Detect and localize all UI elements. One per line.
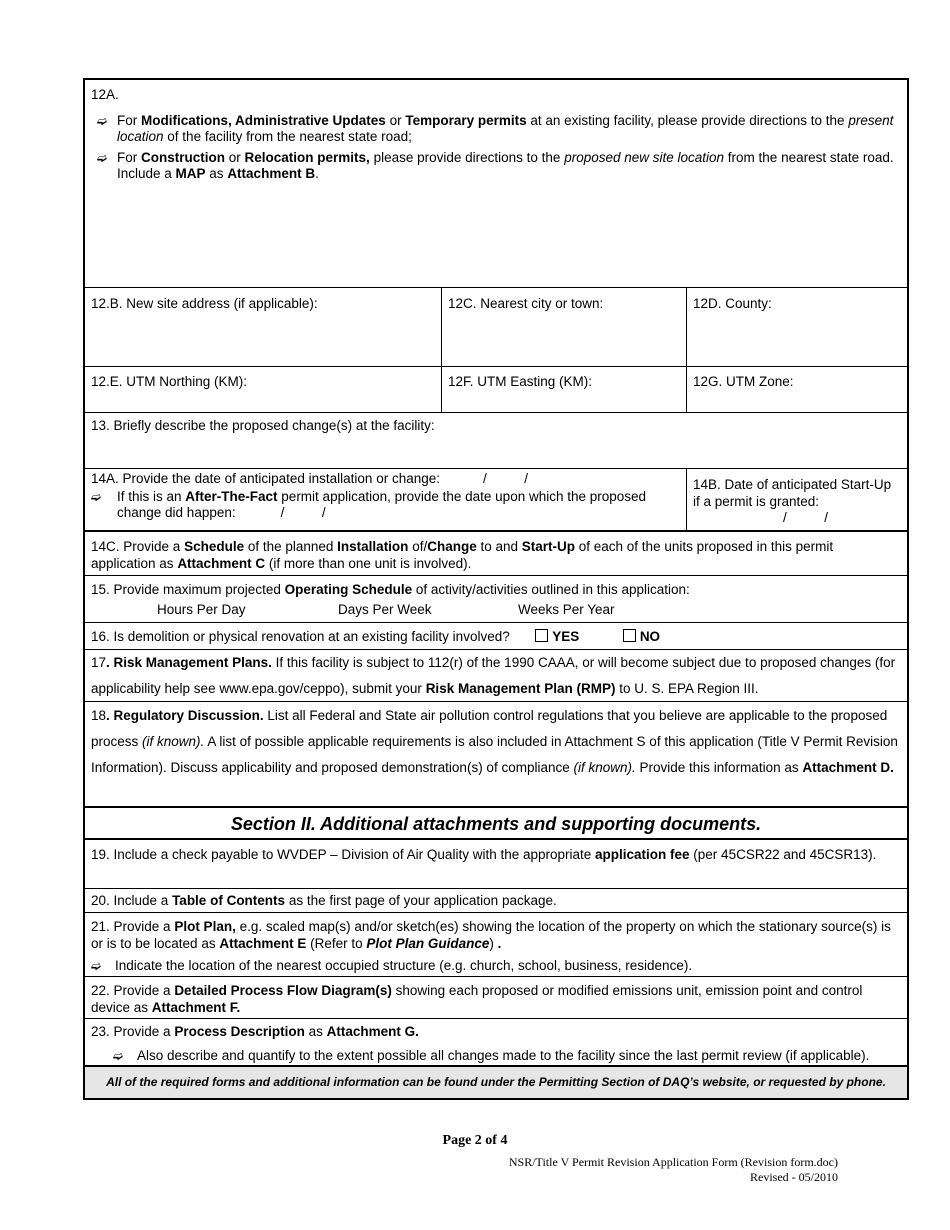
q12a-bullet-2: ➫ For Construction or Relocation permits, please provide directions to the proposed new site location from the nearest state road. Include a MAP as Attachment B.	[91, 150, 901, 183]
weeks-per-year-field[interactable]: Weeks Per Year	[518, 601, 615, 617]
arrow-icon: ➫	[91, 489, 102, 504]
date-startup[interactable]: / /	[783, 510, 829, 525]
q12a-row	[85, 80, 907, 288]
utm-zone-field[interactable]: 12G. UTM Zone:	[693, 374, 794, 389]
arrow-icon: ➫	[97, 150, 108, 165]
arrow-icon: ➫	[97, 113, 108, 128]
q14c-row: 14C. Provide a Schedule of the planned Installation of/Change to and Start-Up of each of the units proposed in this permit application as Attachment C (if more than one unit is involved).	[85, 531, 907, 576]
site-address-field[interactable]: 12.B. New site address (if applicable):	[85, 288, 442, 366]
date-change-happened[interactable]: / /	[280, 505, 326, 520]
q12efg-row	[85, 367, 907, 413]
arrow-icon: ➫	[113, 1048, 124, 1063]
q18-row: 18. Regulatory Discussion. List all Federal and State air pollution control regulations that you believe are applicable to the proposed process (if known). A list of possible applicable requirements is also included in Attachment S of this application (Title V Permit Revision Information). Discuss applicability and proposed demonstration(s) of compliance (if known). Provide this information as Attachment D.	[85, 702, 907, 808]
q13-row[interactable]	[85, 413, 907, 469]
q22-row: 22. Provide a Detailed Process Flow Diagram(s) showing each proposed or modified emissions unit, emission point and control device as Attachment F.	[85, 977, 907, 1019]
q12bcd-row	[85, 288, 907, 367]
utm-northing-field[interactable]: 12.E. UTM Northing (KM):	[85, 367, 442, 412]
arrow-icon: ➫	[91, 959, 102, 973]
q14b-cell[interactable]: 14B. Date of anticipated Start-Up if a permit is granted: / /	[687, 469, 907, 530]
page-number: Page 2 of 4	[442, 1133, 508, 1148]
no-checkbox[interactable]: NO	[623, 629, 660, 644]
q12a-label: 12A.	[91, 87, 119, 102]
footer-note: All of the required forms and additional information can be found under the Permitting Section of DAQ’s website, or requested by phone.	[85, 1066, 907, 1098]
q14a-cell[interactable]: 14A. Provide the date of anticipated installation or change: / / ➫ If this is an After-The-Fact permit application, provide the date upon which the proposed change did happen: / /	[85, 469, 687, 530]
nearest-city-field[interactable]: 12C. Nearest city or town:	[442, 288, 687, 366]
q21-row: 21. Provide a Plot Plan, e.g. scaled map(s) and/or sketch(es) showing the location of the property on which the stationary source(s) is or is to be located as Attachment E (Refer to Plot Plan Guidance) . ➫ Indicate the location of the nearest occupied structure (e.g. church, school, business, residence).	[85, 913, 907, 977]
q23-row: 23. Provide a Process Description as Attachment G. ➫ Also describe and quantify to the extent possible all changes made to the facility since the last permit review (if applicable).	[85, 1019, 907, 1066]
q13-text: 13. Briefly describe the proposed change(s) at the facility:	[91, 418, 435, 433]
days-per-week-field[interactable]: Days Per Week	[338, 601, 432, 617]
q20-row: 20. Include a Table of Contents as the first page of your application package.	[85, 889, 907, 913]
utm-easting-field[interactable]: 12F. UTM Easting (KM):	[442, 367, 687, 412]
q16-row: 16. Is demolition or physical renovation at an existing facility involved? YES NO	[85, 623, 907, 650]
date-installation[interactable]: / /	[482, 471, 528, 486]
section-title: Section II. Additional attachments and supporting documents.	[230, 814, 762, 834]
permit-form	[83, 78, 909, 1100]
form-info	[509, 1155, 838, 1185]
section2-header	[85, 808, 907, 840]
hours-per-day-field[interactable]: Hours Per Day	[157, 601, 246, 617]
q23-bullet: ➫ Also describe and quantify to the extent possible all changes made to the facility since the last permit review (if applicable).	[113, 1047, 870, 1063]
q17-row: 17. Risk Management Plans. If this facility is subject to 112(r) of the 1990 CAAA, or will become subject due to proposed changes (for applicability help see www.epa.gov/ceppo), submit your Risk Management Plan (RMP) to U. S. EPA Region III.	[85, 650, 907, 702]
q19-row: 19. Include a check payable to WVDEP – Division of Air Quality with the appropriate application fee (per 45CSR22 and 45CSR13).	[85, 840, 907, 889]
yes-checkbox[interactable]: YES	[535, 629, 579, 644]
county-field[interactable]: 12D. County:	[693, 296, 772, 311]
revision-date: Revised - 05/2010	[750, 1170, 838, 1184]
q12a-bullet-1: ➫ For Modifications, Administrative Updates or Temporary permits at an existing facility, please provide directions to the present location of the facility from the nearest state road;	[91, 113, 901, 146]
q14-row	[85, 469, 907, 531]
q15-row: 15. Provide maximum projected Operating Schedule of activity/activities outlined in this application: Hours Per Day Days Per Week Weeks Per Year	[85, 576, 907, 623]
q21-bullet: ➫ Indicate the location of the nearest occupied structure (e.g. church, school, business, residence).	[91, 958, 693, 973]
form-name: NSR/Title V Permit Revision Application Form (Revision form.doc)	[508, 1155, 838, 1169]
